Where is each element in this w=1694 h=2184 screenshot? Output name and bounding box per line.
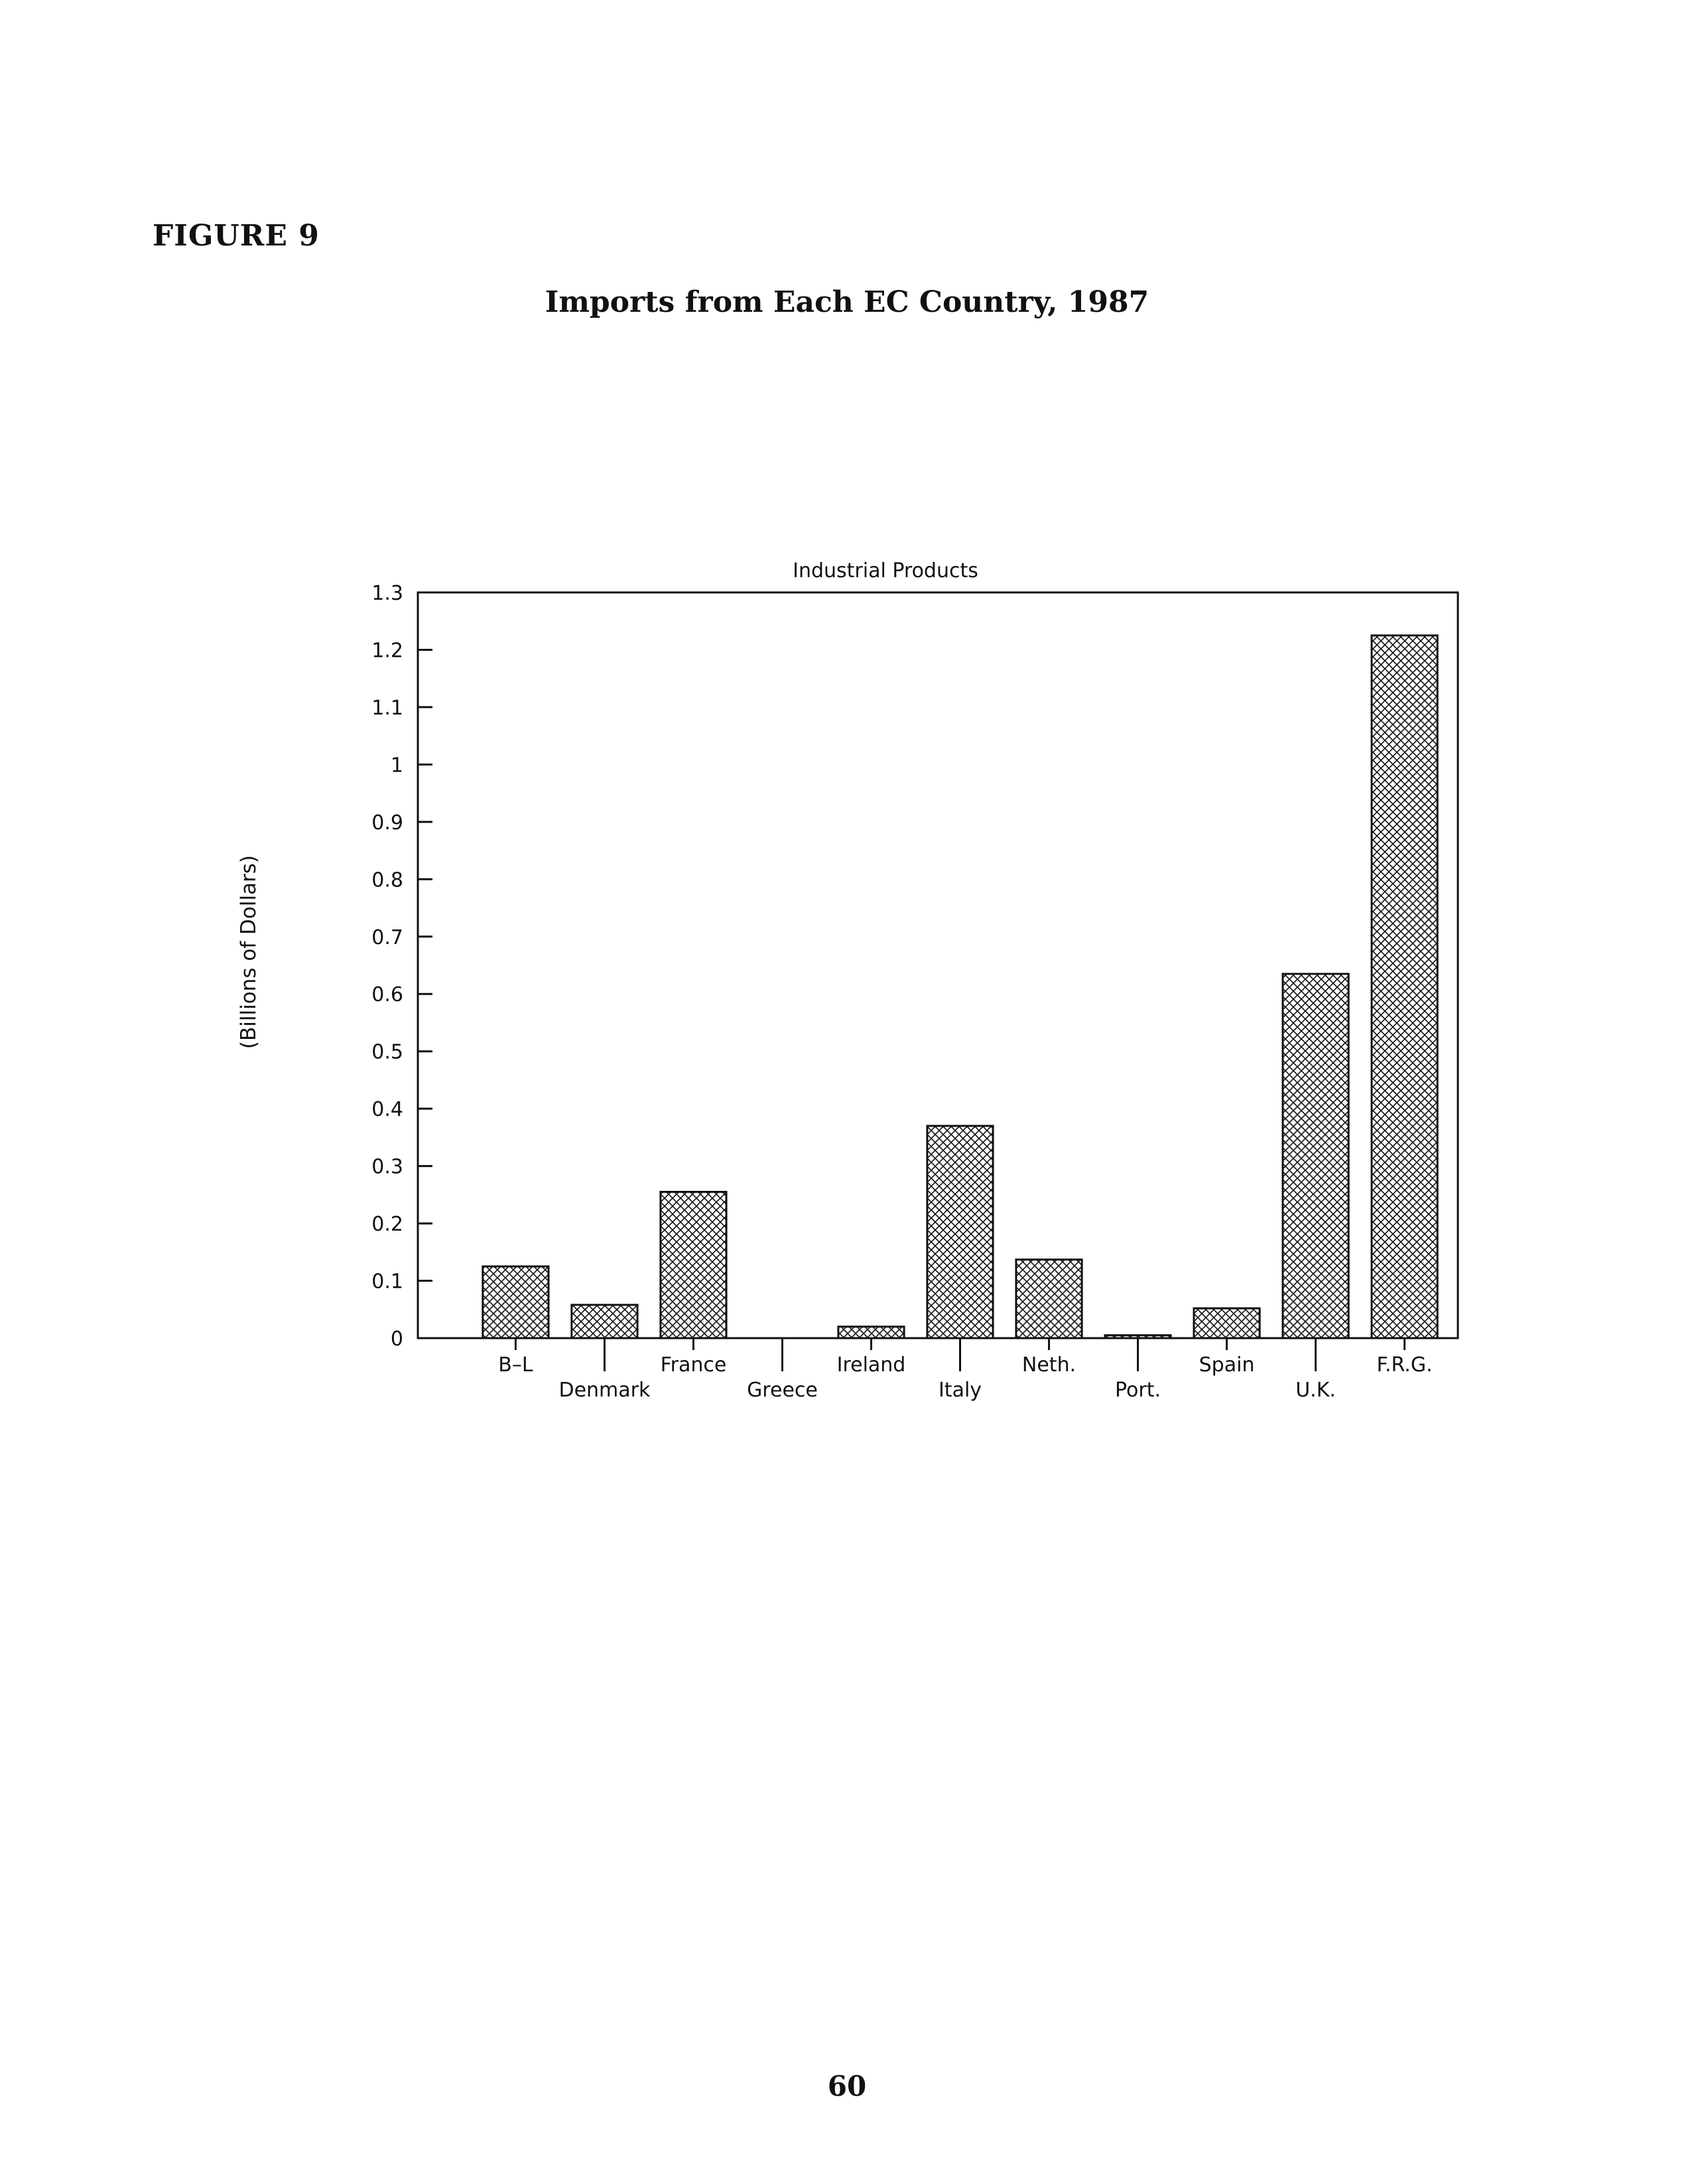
page-number: 60	[827, 2070, 867, 2102]
x-tick-label: Italy	[938, 1379, 982, 1402]
bar	[572, 1305, 637, 1338]
x-tick-label: France	[660, 1353, 727, 1377]
figure-label: FIGURE 9	[153, 219, 320, 253]
y-tick-label: 0.5	[371, 1040, 403, 1064]
y-tick-label: 0	[390, 1328, 403, 1351]
y-tick-label: 0.4	[371, 1098, 403, 1122]
y-tick-label: 0.1	[371, 1270, 403, 1294]
chart-title: Industrial Products	[793, 559, 978, 582]
y-tick-label: 0.7	[371, 925, 403, 949]
y-tick-label: 1.2	[371, 639, 403, 663]
bar	[1194, 1308, 1260, 1338]
bar	[1105, 1335, 1171, 1338]
y-axis-label: (Billions of Dollars)	[237, 854, 261, 1050]
y-tick-label: 0.9	[371, 811, 403, 835]
x-tick-label: Denmark	[558, 1379, 651, 1402]
bar	[927, 1126, 993, 1338]
y-tick-label: 0.2	[371, 1213, 403, 1237]
y-tick-label: 0.6	[371, 983, 403, 1007]
y-tick-label: 0.8	[371, 868, 403, 892]
y-tick-label: 1.1	[371, 696, 403, 720]
x-tick-label: B–L	[498, 1353, 533, 1377]
bar	[1283, 974, 1348, 1338]
x-tick-label: Spain	[1199, 1353, 1255, 1377]
y-tick-label: 0.3	[371, 1155, 403, 1179]
bar	[1016, 1260, 1082, 1338]
x-tick-label: F.R.G.	[1376, 1353, 1433, 1377]
bars	[483, 636, 1437, 1338]
x-tick-label: Greece	[747, 1379, 818, 1402]
x-tick-label: Neth.	[1021, 1353, 1076, 1377]
y-tick-label: 1	[390, 754, 403, 778]
bar	[838, 1327, 904, 1338]
y-axis	[371, 582, 432, 1351]
x-tick-label: Ireland	[836, 1353, 906, 1377]
bar	[483, 1266, 549, 1338]
x-tick-label: U.K.	[1295, 1379, 1336, 1402]
x-axis	[498, 1338, 1432, 1402]
y-tick-label: 1.3	[371, 582, 403, 605]
bar	[1372, 636, 1437, 1338]
document-title: Imports from Each EC Country, 1987	[545, 285, 1149, 319]
bar	[661, 1192, 726, 1338]
x-tick-label: Port.	[1115, 1379, 1161, 1402]
